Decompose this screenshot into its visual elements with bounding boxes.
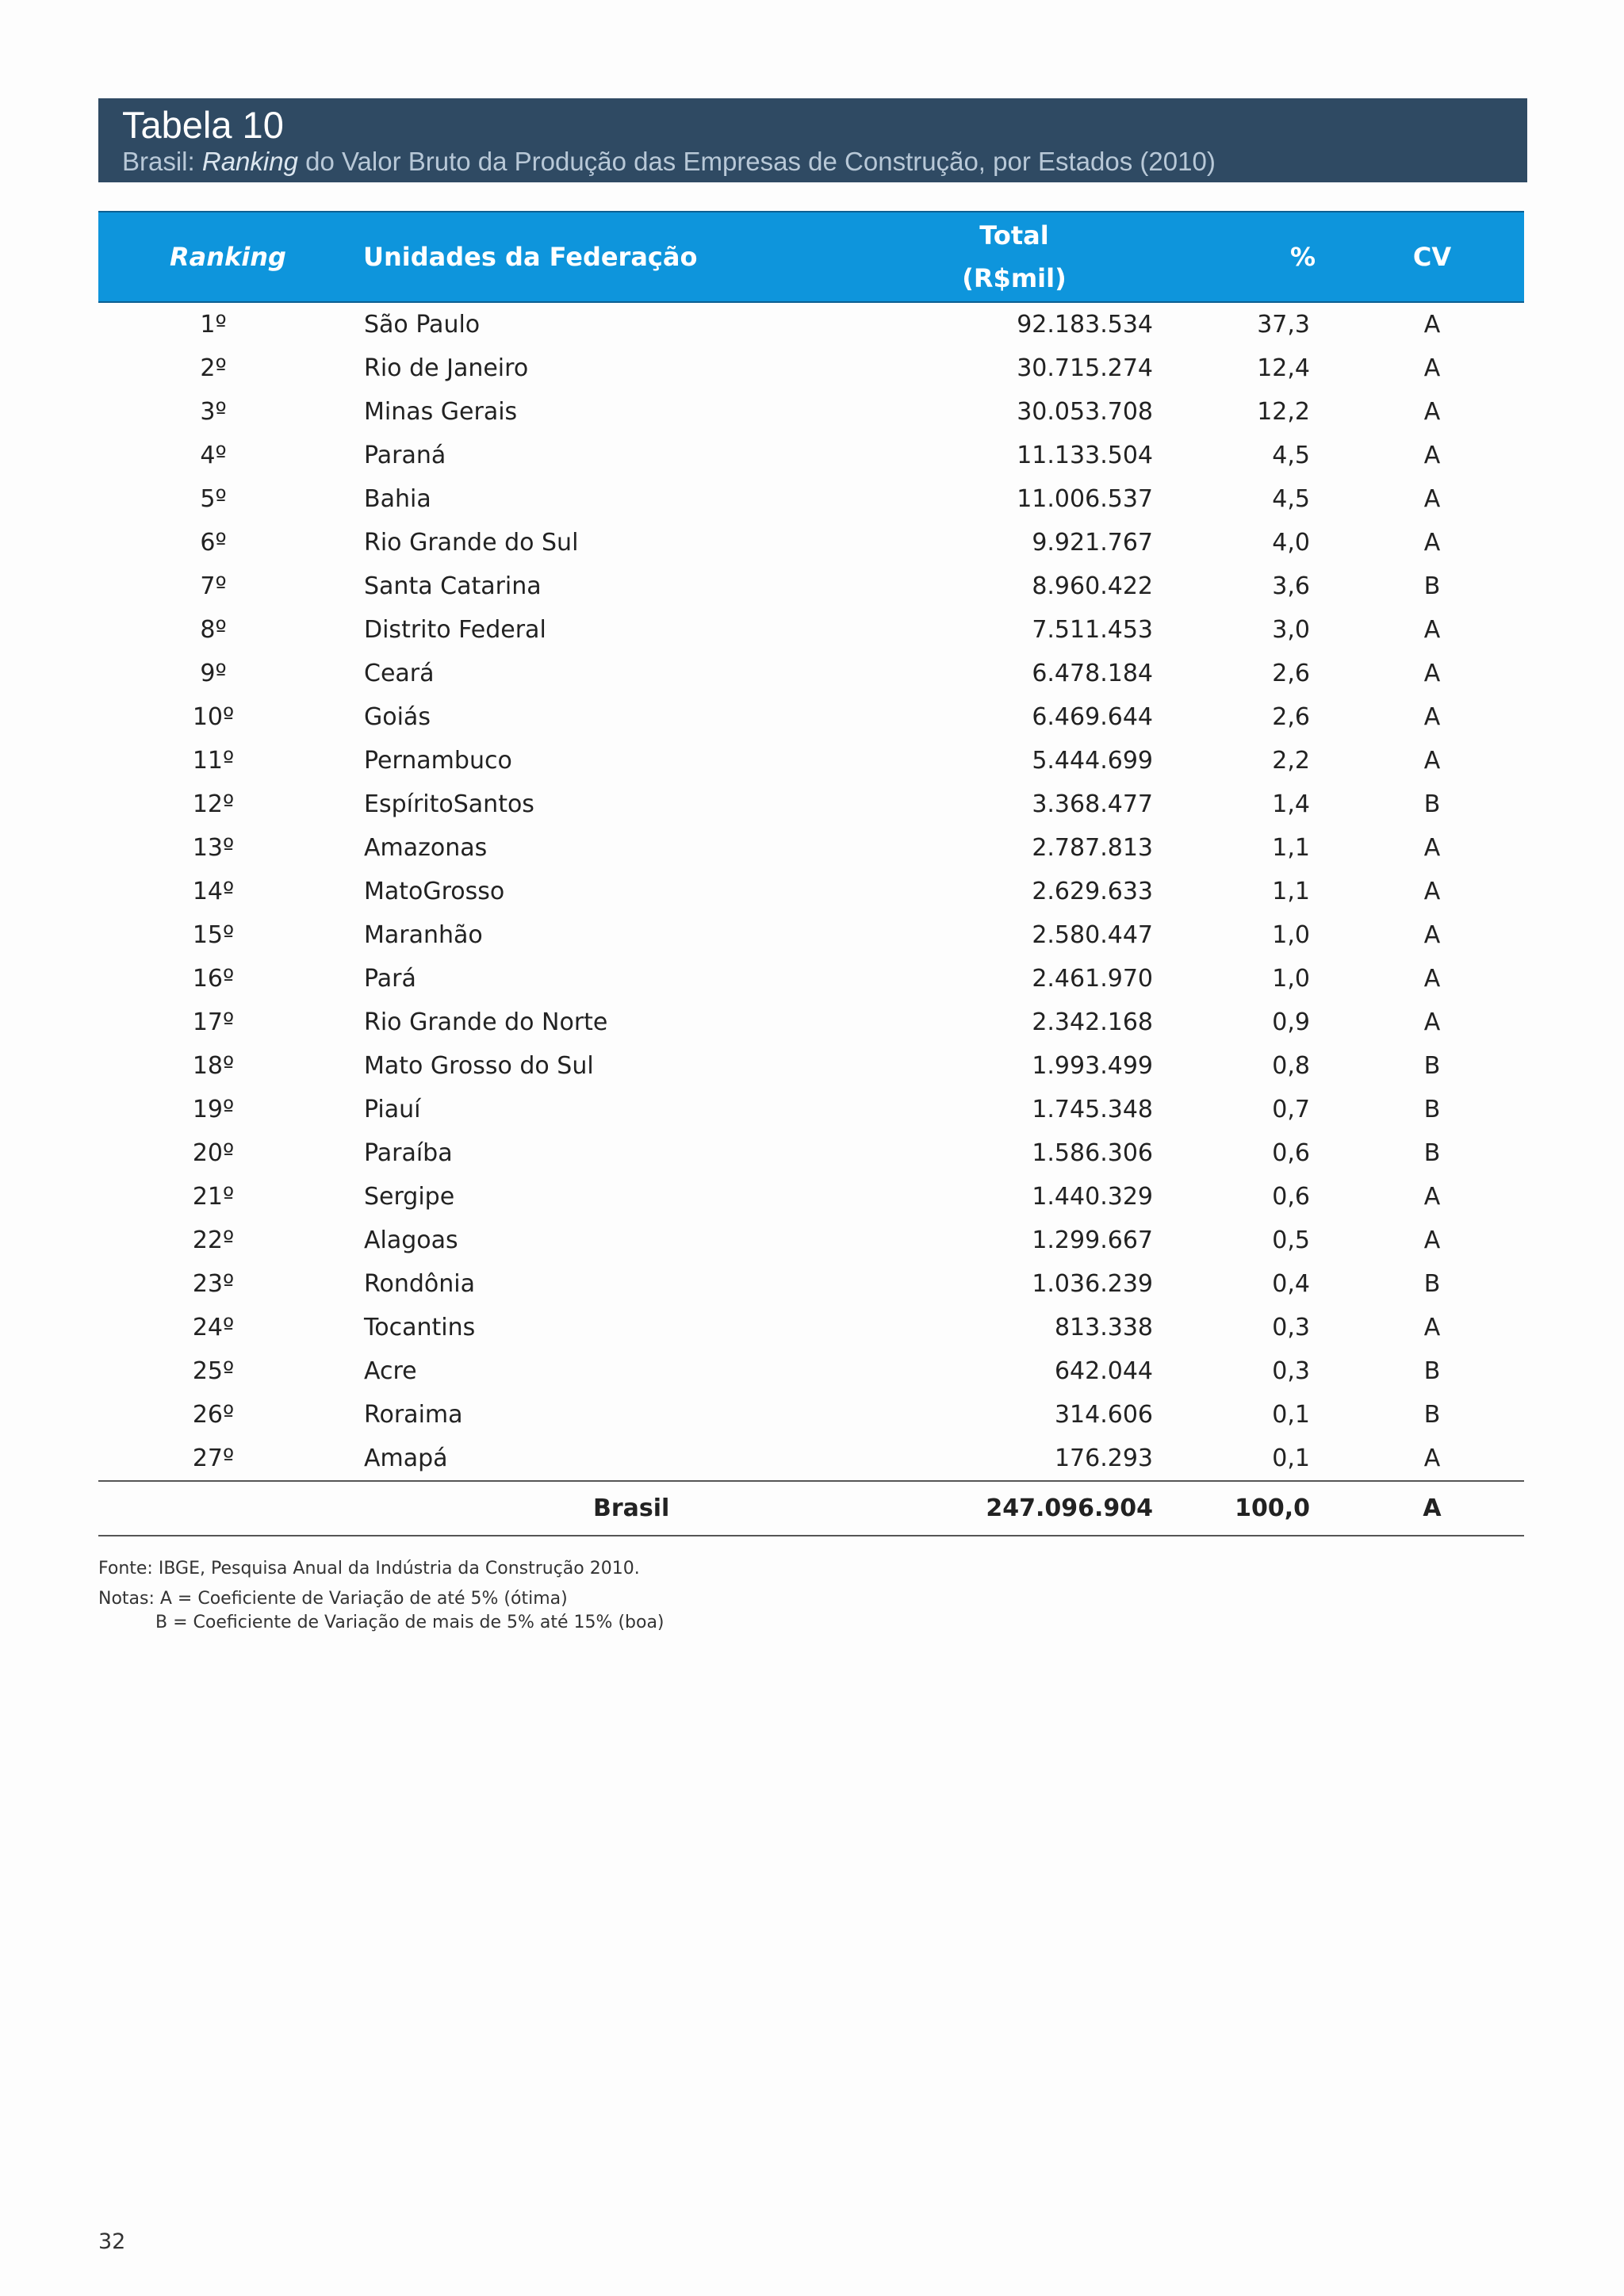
cell-total: 642.044 — [1054, 1357, 1153, 1385]
total-value: 247.096.904 — [986, 1494, 1153, 1522]
cell-pct: 0,1 — [1272, 1401, 1310, 1429]
table-row — [98, 1131, 1524, 1175]
header-total-line2: (R$mil) — [962, 263, 1067, 293]
cell-total: 1.440.329 — [1032, 1183, 1153, 1211]
table-row — [98, 390, 1524, 434]
table-row — [98, 1175, 1524, 1219]
table-row — [98, 913, 1524, 957]
cell-uf: EspíritoSantos — [364, 790, 534, 818]
cell-cv: A — [1423, 529, 1441, 557]
cell-pct: 0,9 — [1272, 1008, 1310, 1036]
cell-total: 2.580.447 — [1032, 921, 1153, 949]
cell-pct: 37,3 — [1257, 311, 1310, 339]
total-label: Brasil — [593, 1494, 670, 1522]
cell-pct: 12,4 — [1257, 354, 1310, 382]
cell-uf: Alagoas — [364, 1226, 458, 1254]
cell-cv: A — [1423, 1183, 1441, 1211]
cell-uf: Tocantins — [364, 1314, 476, 1341]
cell-rank: 4º — [200, 442, 227, 469]
cell-total: 6.469.644 — [1032, 703, 1153, 731]
cell-uf: Goiás — [364, 703, 431, 731]
cell-pct: 0,6 — [1272, 1139, 1310, 1167]
cell-pct: 0,7 — [1272, 1096, 1310, 1123]
cell-pct: 4,5 — [1272, 442, 1310, 469]
cell-rank: 26º — [192, 1401, 235, 1429]
source-note: Fonte: IBGE, Pesquisa Anual da Indústria da Construção 2010. — [98, 1559, 640, 1578]
cell-rank: 9º — [200, 660, 227, 687]
cell-uf: Sergipe — [364, 1183, 455, 1211]
cell-pct: 0,8 — [1272, 1052, 1310, 1080]
cell-pct: 12,2 — [1257, 398, 1310, 426]
cell-uf: Roraima — [364, 1401, 463, 1429]
cell-cv: A — [1423, 398, 1441, 426]
cell-total: 7.511.453 — [1032, 616, 1153, 644]
note-b: B = Coeficiente de Variação de mais de 5% até 15% (boa) — [155, 1613, 665, 1632]
cell-pct: 3,6 — [1272, 572, 1310, 600]
cell-rank: 27º — [192, 1445, 235, 1472]
table-title: Tabela 10 — [122, 104, 284, 146]
cell-total: 5.444.699 — [1032, 747, 1153, 775]
cell-cv: A — [1423, 1314, 1441, 1341]
header-uf: Unidades da Federação — [363, 242, 698, 272]
cell-rank: 14º — [192, 878, 235, 905]
cell-rank: 19º — [192, 1096, 235, 1123]
cell-pct: 1,0 — [1272, 965, 1310, 993]
cell-total: 11.006.537 — [1017, 485, 1153, 513]
subtitle-prefix: Brasil: — [122, 147, 202, 176]
cell-pct: 0,6 — [1272, 1183, 1310, 1211]
cell-uf: Bahia — [364, 485, 431, 513]
total-cv: A — [1423, 1494, 1442, 1522]
cell-rank: 2º — [200, 354, 227, 382]
cell-uf: Santa Catarina — [364, 572, 542, 600]
cell-rank: 5º — [200, 485, 227, 513]
cell-cv: A — [1423, 485, 1441, 513]
table-row — [98, 1001, 1524, 1044]
cell-total: 1.586.306 — [1032, 1139, 1153, 1167]
cell-rank: 13º — [192, 834, 235, 862]
ranking-table — [98, 211, 1524, 1536]
total-pct: 100,0 — [1235, 1494, 1310, 1522]
cell-uf: Ceará — [364, 660, 435, 687]
table-row — [98, 564, 1524, 608]
cell-rank: 6º — [200, 529, 227, 557]
cell-cv: A — [1423, 442, 1441, 469]
cell-cv: A — [1423, 354, 1441, 382]
cell-uf: Acre — [364, 1357, 417, 1385]
cell-cv: B — [1423, 1270, 1441, 1298]
cell-cv: A — [1423, 616, 1441, 644]
cell-cv: B — [1423, 572, 1441, 600]
cell-uf: Rondônia — [364, 1270, 475, 1298]
subtitle-italic: Ranking — [201, 147, 298, 176]
cell-total: 1.993.499 — [1032, 1052, 1153, 1080]
cell-total: 2.461.970 — [1032, 965, 1153, 993]
cell-uf: Distrito Federal — [364, 616, 546, 644]
cell-cv: A — [1423, 1226, 1441, 1254]
table-body — [98, 303, 1524, 1480]
cell-uf: Amapá — [364, 1445, 448, 1472]
cell-uf: Piauí — [364, 1096, 421, 1123]
cell-cv: A — [1423, 878, 1441, 905]
cell-cv: A — [1423, 1445, 1441, 1472]
cell-pct: 4,5 — [1272, 485, 1310, 513]
table-row — [98, 652, 1524, 695]
cell-total: 2.787.813 — [1032, 834, 1153, 862]
table-subtitle — [122, 146, 1216, 178]
cell-cv: A — [1423, 1008, 1441, 1036]
cell-rank: 24º — [192, 1314, 235, 1341]
cell-total: 813.338 — [1054, 1314, 1153, 1341]
cell-total: 3.368.477 — [1032, 790, 1153, 818]
cell-total: 9.921.767 — [1032, 529, 1153, 557]
cell-total: 92.183.534 — [1017, 311, 1153, 339]
cell-total: 1.036.239 — [1032, 1270, 1153, 1298]
table-row — [98, 303, 1524, 346]
cell-total: 8.960.422 — [1032, 572, 1153, 600]
cell-total: 30.053.708 — [1017, 398, 1153, 426]
cell-pct: 1,4 — [1272, 790, 1310, 818]
cell-uf: Maranhão — [364, 921, 483, 949]
cell-total: 176.293 — [1054, 1445, 1153, 1472]
header-cv: CV — [1412, 242, 1452, 272]
cell-rank: 1º — [200, 311, 227, 339]
table-row — [98, 1437, 1524, 1480]
table-row — [98, 1306, 1524, 1349]
cell-pct: 0,3 — [1272, 1357, 1310, 1385]
cell-pct: 0,1 — [1272, 1445, 1310, 1472]
cell-total: 11.133.504 — [1017, 442, 1153, 469]
header-total — [935, 214, 1094, 300]
table-notes — [98, 1557, 665, 1635]
note-a: Notas: A = Coeficiente de Variação de até 5% (ótima) — [98, 1589, 568, 1609]
cell-uf: Rio de Janeiro — [364, 354, 529, 382]
cell-uf: Mato Grosso do Sul — [364, 1052, 594, 1080]
cell-cv: A — [1423, 921, 1441, 949]
cell-cv: A — [1423, 703, 1441, 731]
header-ranking: Ranking — [170, 242, 286, 272]
cell-pct: 2,6 — [1272, 660, 1310, 687]
cell-pct: 1,1 — [1272, 834, 1310, 862]
cell-cv: A — [1423, 311, 1441, 339]
cell-cv: B — [1423, 1401, 1441, 1429]
table-row — [98, 1393, 1524, 1437]
cell-total: 2.342.168 — [1032, 1008, 1153, 1036]
cell-uf: Paraíba — [364, 1139, 453, 1167]
table-row — [98, 826, 1524, 870]
cell-pct: 0,3 — [1272, 1314, 1310, 1341]
table-title-banner — [98, 98, 1527, 182]
table-row — [98, 1219, 1524, 1262]
cell-cv: B — [1423, 1052, 1441, 1080]
table-total-row — [98, 1480, 1524, 1536]
cell-cv: B — [1423, 1357, 1441, 1385]
cell-uf: Minas Gerais — [364, 398, 518, 426]
cell-rank: 10º — [192, 703, 235, 731]
table-row — [98, 957, 1524, 1001]
cell-pct: 4,0 — [1272, 529, 1310, 557]
table-row — [98, 739, 1524, 783]
cell-rank: 7º — [200, 572, 227, 600]
cell-uf: Amazonas — [364, 834, 488, 862]
cell-rank: 22º — [192, 1226, 235, 1254]
cell-total: 314.606 — [1054, 1401, 1153, 1429]
cell-uf: Pernambuco — [364, 747, 512, 775]
cell-pct: 1,0 — [1272, 921, 1310, 949]
cell-cv: A — [1423, 660, 1441, 687]
cell-pct: 2,6 — [1272, 703, 1310, 731]
cell-uf: São Paulo — [364, 311, 481, 339]
cell-cv: A — [1423, 965, 1441, 993]
table-row — [98, 1044, 1524, 1088]
subtitle-rest: do Valor Bruto da Produção das Empresas de Construção, por Estados (2010) — [297, 147, 1216, 176]
page-number: 32 — [98, 2229, 126, 2254]
cell-cv: B — [1423, 1096, 1441, 1123]
cell-rank: 21º — [192, 1183, 235, 1211]
cell-rank: 23º — [192, 1270, 235, 1298]
cell-uf: MatoGrosso — [364, 878, 505, 905]
cell-rank: 25º — [192, 1357, 235, 1385]
cell-cv: A — [1423, 834, 1441, 862]
cell-rank: 17º — [192, 1008, 235, 1036]
cell-rank: 16º — [192, 965, 235, 993]
cell-uf: Pará — [364, 965, 416, 993]
table-row — [98, 695, 1524, 739]
cell-total: 30.715.274 — [1017, 354, 1153, 382]
cell-cv: A — [1423, 747, 1441, 775]
cell-uf: Paraná — [364, 442, 446, 469]
cell-cv: B — [1423, 1139, 1441, 1167]
cell-pct: 1,1 — [1272, 878, 1310, 905]
cell-pct: 2,2 — [1272, 747, 1310, 775]
cell-pct: 0,4 — [1272, 1270, 1310, 1298]
cell-rank: 12º — [192, 790, 235, 818]
table-row — [98, 783, 1524, 826]
cell-total: 1.745.348 — [1032, 1096, 1153, 1123]
table-row — [98, 1262, 1524, 1306]
header-total-line1: Total — [979, 220, 1049, 251]
table-row — [98, 1088, 1524, 1131]
cell-rank: 20º — [192, 1139, 235, 1167]
cell-rank: 3º — [200, 398, 227, 426]
header-pct: % — [1290, 242, 1316, 272]
cell-pct: 3,0 — [1272, 616, 1310, 644]
cell-total: 2.629.633 — [1032, 878, 1153, 905]
table-row — [98, 521, 1524, 564]
table-row — [98, 434, 1524, 477]
cell-uf: Rio Grande do Sul — [364, 529, 579, 557]
table-header — [98, 211, 1524, 303]
cell-pct: 0,5 — [1272, 1226, 1310, 1254]
cell-uf: Rio Grande do Norte — [364, 1008, 608, 1036]
cell-rank: 18º — [192, 1052, 235, 1080]
table-row — [98, 346, 1524, 390]
table-row — [98, 477, 1524, 521]
cell-rank: 15º — [192, 921, 235, 949]
table-row — [98, 1349, 1524, 1393]
cell-rank: 11º — [192, 747, 235, 775]
table-row — [98, 608, 1524, 652]
cell-cv: B — [1423, 790, 1441, 818]
cell-rank: 8º — [200, 616, 227, 644]
cell-total: 1.299.667 — [1032, 1226, 1153, 1254]
table-row — [98, 870, 1524, 913]
cell-total: 6.478.184 — [1032, 660, 1153, 687]
